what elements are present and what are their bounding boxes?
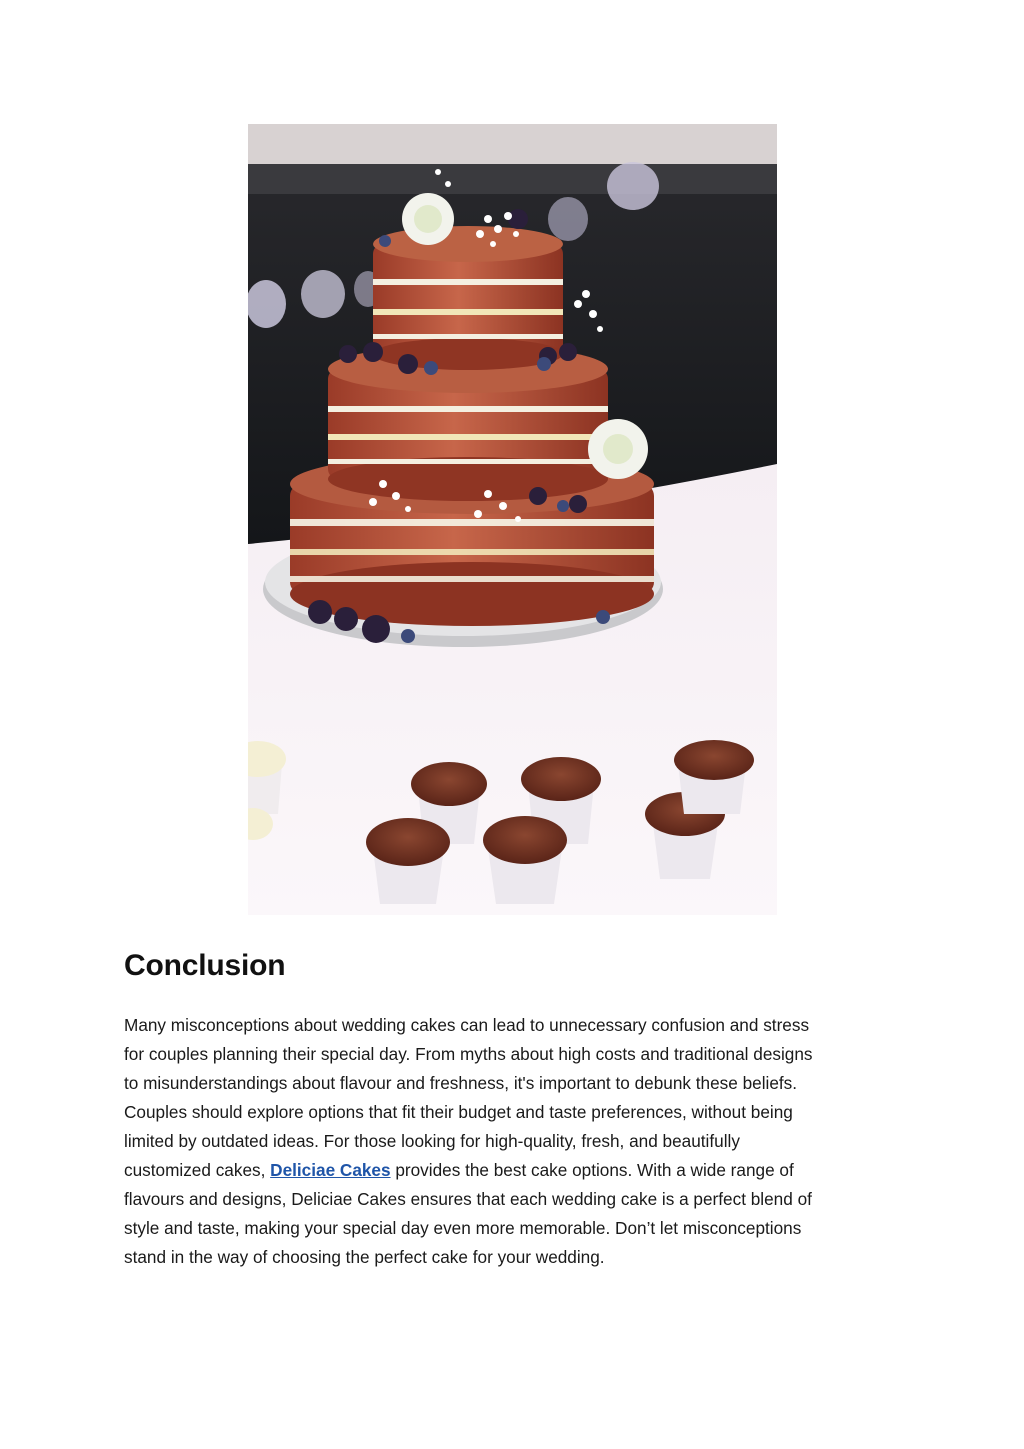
paragraph-line: Many misconceptions about wedding cakes can lead to unnecessary confusion and stress: [124, 1015, 810, 1035]
paragraph-line: style and taste, making your special day even more memorable. Don’t let misconceptions: [124, 1218, 802, 1238]
paragraph-line-with-link: [124, 1156, 914, 1185]
line-text-before-link: customized cakes,: [124, 1160, 271, 1180]
paragraph-line: to misunderstandings about flavour and freshness, it's important to debunk these beliefs.: [124, 1073, 798, 1093]
conclusion-heading: Conclusion: [124, 949, 286, 982]
deliciae-cakes-link[interactable]: Deliciae Cakes: [270, 1160, 391, 1180]
cake-photo-illustration: [248, 124, 777, 915]
paragraph-line: flavours and designs, Deliciae Cakes ensures that each wedding cake is a perfect blend of: [124, 1189, 812, 1209]
paragraph-line: Couples should explore options that fit their budget and taste preferences, without being: [124, 1102, 793, 1122]
conclusion-paragraph: [124, 1011, 914, 1272]
wedding-cake-image: [248, 124, 777, 915]
line-text-after-link: provides the best cake options. With a wide range of: [390, 1160, 794, 1180]
paragraph-line: limited by outdated ideas. For those looking for high-quality, fresh, and beautifully: [124, 1131, 740, 1151]
paragraph-line: for couples planning their special day. From myths about high costs and traditional designs: [124, 1044, 813, 1064]
paragraph-line: stand in the way of choosing the perfect cake for your wedding.: [124, 1247, 605, 1267]
